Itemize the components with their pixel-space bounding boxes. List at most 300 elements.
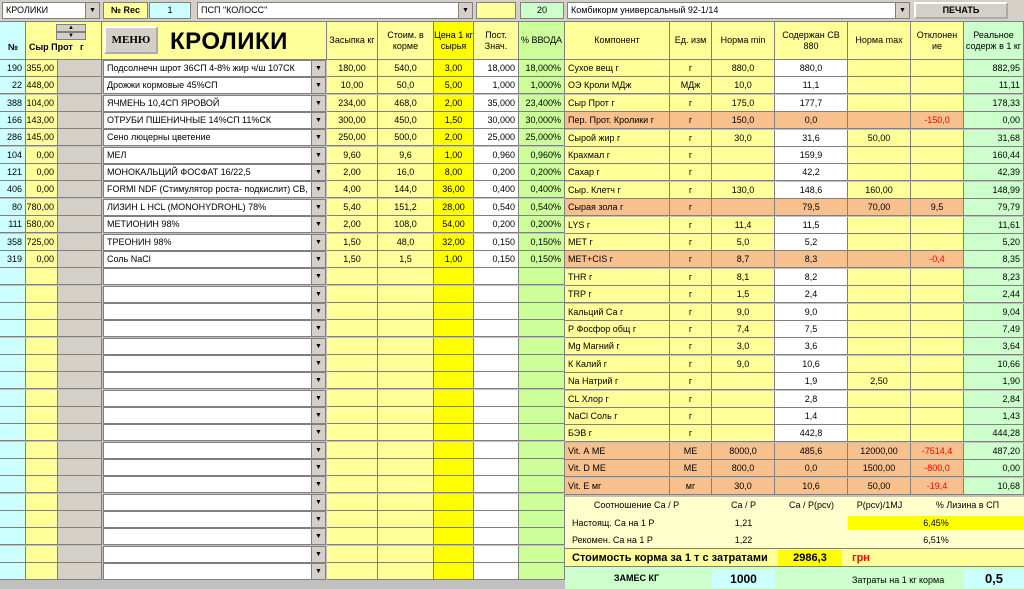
- ingredient-no[interactable]: 319: [0, 251, 26, 268]
- ingredient-stoim: [378, 372, 434, 389]
- ingredient-zasypka[interactable]: 1,50: [327, 234, 378, 251]
- ingredient-select[interactable]: [103, 563, 326, 580]
- nutrient-min[interactable]: 30,0: [712, 478, 775, 495]
- ingredient-price[interactable]: [434, 511, 474, 528]
- ingredient-zasypka[interactable]: [327, 372, 378, 389]
- ingredient-pct: 0,200%: [519, 216, 565, 233]
- nutrient-min[interactable]: 11,4: [712, 217, 775, 234]
- nutrient-name: МЕТ+CIS г: [565, 251, 670, 268]
- ingredient-name: МОНОКАЛЬЦИЙ ФОСФАТ 16/22,5: [107, 167, 251, 177]
- nutrient-name: CL Хлор г: [565, 391, 670, 408]
- ingredient-price[interactable]: [434, 528, 474, 545]
- ingredient-name: МЕТИОНИН 98%: [107, 219, 180, 229]
- nutrient-min[interactable]: 150,0: [712, 112, 775, 129]
- ingredient-select[interactable]: [103, 164, 326, 181]
- ingredient-post[interactable]: [474, 424, 519, 441]
- nutrient-unit: г: [670, 356, 712, 373]
- recipe-select[interactable]: Комбикорм универсальный 92-1/14 ▼: [567, 2, 910, 19]
- ingredient-no[interactable]: 388: [0, 95, 26, 112]
- ingredient-post[interactable]: [474, 372, 519, 389]
- nutrient-max[interactable]: 160,00: [848, 182, 911, 199]
- ingredient-select[interactable]: [103, 286, 326, 303]
- chevron-down-icon: ▼: [311, 113, 325, 128]
- nutrient-min[interactable]: [712, 164, 775, 181]
- nutrient-real: 79,79: [964, 199, 1024, 216]
- ingredient-post[interactable]: [474, 390, 519, 407]
- ingredient-syr-prot: [26, 511, 58, 528]
- nutrient-unit: г: [670, 269, 712, 286]
- nutrient-min[interactable]: 8,1: [712, 269, 775, 286]
- nutrient-unit: г: [670, 112, 712, 129]
- ingredient-price[interactable]: [434, 320, 474, 337]
- ingredient-price[interactable]: 28,00: [434, 199, 474, 216]
- nutrient-min[interactable]: 30,0: [712, 130, 775, 147]
- chevron-down-icon: ▼: [311, 408, 325, 423]
- nutrient-otkl: -7514,4: [911, 443, 964, 460]
- nutrient-max[interactable]: 50,00: [848, 130, 911, 147]
- ingredient-no[interactable]: [0, 390, 26, 407]
- nutrient-max[interactable]: [848, 95, 911, 112]
- ingredient-price[interactable]: [434, 563, 474, 580]
- ingredient-post[interactable]: 0,150: [474, 234, 519, 251]
- ingredient-no[interactable]: 286: [0, 129, 26, 146]
- ratio-actual-label: Настоящ. Са на 1 Р: [572, 518, 655, 528]
- ingredient-select[interactable]: [103, 320, 326, 337]
- ingredient-post[interactable]: [474, 459, 519, 476]
- ingredient-stoim: [378, 355, 434, 372]
- ingredient-select[interactable]: [103, 372, 326, 389]
- ingredient-stoim: 16,0: [378, 164, 434, 181]
- nutrient-max[interactable]: [848, 425, 911, 442]
- nutrient-min[interactable]: [712, 147, 775, 164]
- ingredient-syr-prot: 143,00: [26, 112, 58, 129]
- ingredient-zasypka[interactable]: [327, 511, 378, 528]
- ingredient-pct: [519, 424, 565, 441]
- ingredient-zasypka[interactable]: [327, 407, 378, 424]
- ingredient-price[interactable]: 36,00: [434, 181, 474, 198]
- ingredient-no[interactable]: [0, 546, 26, 563]
- chevron-down-icon: ▼: [311, 564, 325, 579]
- ingredient-zasypka[interactable]: 2,00: [327, 216, 378, 233]
- nutrient-otkl: [911, 338, 964, 355]
- ingredient-price[interactable]: [434, 372, 474, 389]
- ingredient-stoim: [378, 546, 434, 563]
- ingredient-post[interactable]: 1,000: [474, 77, 519, 94]
- ingredient-price[interactable]: [434, 494, 474, 511]
- nutrient-otkl: [911, 77, 964, 94]
- nutrient-min[interactable]: 130,0: [712, 182, 775, 199]
- ingredient-select[interactable]: [103, 95, 326, 112]
- ingredient-price[interactable]: 1,00: [434, 147, 474, 164]
- ingredient-post[interactable]: [474, 476, 519, 493]
- ingredient-select[interactable]: [103, 407, 326, 424]
- nutrient-name: Сухое вещ г: [565, 60, 670, 77]
- nutrient-max[interactable]: 1500,00: [848, 460, 911, 477]
- ingredient-no[interactable]: [0, 494, 26, 511]
- ingredient-price[interactable]: 3,00: [434, 60, 474, 77]
- ingredient-price[interactable]: [434, 286, 474, 303]
- nutrient-max[interactable]: 70,00: [848, 199, 911, 216]
- ingredient-zasypka[interactable]: [327, 528, 378, 545]
- nutrient-min[interactable]: [712, 199, 775, 216]
- ingredient-zasypka[interactable]: 1,50: [327, 251, 378, 268]
- ingredient-post[interactable]: [474, 528, 519, 545]
- ingredient-select[interactable]: [103, 546, 326, 563]
- nutrient-min[interactable]: 10,0: [712, 77, 775, 94]
- nutrient-real: 31,68: [964, 130, 1024, 147]
- ingredient-post[interactable]: 0,200: [474, 164, 519, 181]
- ingredient-select[interactable]: [103, 251, 326, 268]
- ingredient-post[interactable]: [474, 268, 519, 285]
- ingredient-stoim: 1,5: [378, 251, 434, 268]
- ingredient-price[interactable]: 5,00: [434, 77, 474, 94]
- ingredient-price[interactable]: 1,00: [434, 251, 474, 268]
- ingredient-zasypka[interactable]: [327, 563, 378, 580]
- nutrient-max[interactable]: 50,00: [848, 478, 911, 495]
- nutrient-max[interactable]: [848, 77, 911, 94]
- ingredient-no[interactable]: 406: [0, 181, 26, 198]
- ingredient-zasypka[interactable]: [327, 286, 378, 303]
- chevron-down-icon: ▼: [311, 182, 325, 197]
- ingredient-no[interactable]: 190: [0, 60, 26, 77]
- ingredient-spacer: [58, 251, 102, 268]
- sort-up-button[interactable]: ▲: [56, 24, 86, 32]
- ingredient-select[interactable]: [103, 147, 326, 164]
- ingredient-no[interactable]: [0, 424, 26, 441]
- ingredient-select[interactable]: [103, 459, 326, 476]
- ingredient-select[interactable]: [103, 216, 326, 233]
- ingredient-pct: [519, 407, 565, 424]
- ingredient-zasypka[interactable]: [327, 424, 378, 441]
- ingredient-syr-prot: 0,00: [26, 181, 58, 198]
- ingredient-zasypka[interactable]: 10,00: [327, 77, 378, 94]
- ingredient-post[interactable]: 25,000: [474, 129, 519, 146]
- ingredient-zasypka[interactable]: [327, 268, 378, 285]
- nutrient-real: 8,23: [964, 269, 1024, 286]
- ingredient-select[interactable]: [103, 390, 326, 407]
- nutrient-otkl: -150,0: [911, 112, 964, 129]
- ingredient-select[interactable]: [103, 129, 326, 146]
- ingredient-post[interactable]: [474, 546, 519, 563]
- ingredient-no[interactable]: 358: [0, 234, 26, 251]
- company-select[interactable]: ПСП "КОЛОСС" ▼: [197, 2, 473, 19]
- ingredient-price[interactable]: [434, 338, 474, 355]
- ingredient-no[interactable]: [0, 355, 26, 372]
- ingredient-syr-prot: [26, 407, 58, 424]
- ingredient-syr-prot: 780,00: [26, 199, 58, 216]
- nutrient-min[interactable]: [712, 425, 775, 442]
- nutrient-max[interactable]: [848, 391, 911, 408]
- ingredient-no[interactable]: [0, 528, 26, 545]
- ingredient-syr-prot: 355,00: [26, 60, 58, 77]
- nutrient-max[interactable]: [848, 356, 911, 373]
- ingredient-select[interactable]: [103, 424, 326, 441]
- ingredient-select[interactable]: [103, 181, 326, 198]
- nutrient-otkl: [911, 60, 964, 77]
- ingredient-no[interactable]: [0, 268, 26, 285]
- ingredient-price[interactable]: 54,00: [434, 216, 474, 233]
- ingredient-no[interactable]: [0, 338, 26, 355]
- ingredient-zasypka[interactable]: 300,00: [327, 112, 378, 129]
- ingredient-no[interactable]: [0, 511, 26, 528]
- nutrient-max[interactable]: [848, 338, 911, 355]
- nutrient-soderzh: 880,0: [775, 60, 848, 77]
- ingredient-zasypka[interactable]: [327, 303, 378, 320]
- ingredient-zasypka[interactable]: [327, 459, 378, 476]
- chevron-down-icon: ▼: [311, 547, 325, 562]
- ingredient-syr-prot: [26, 546, 58, 563]
- ingredient-price[interactable]: [434, 442, 474, 459]
- ingredient-zasypka[interactable]: 234,00: [327, 95, 378, 112]
- ingredient-post[interactable]: 0,200: [474, 216, 519, 233]
- ingredient-select[interactable]: [103, 112, 326, 129]
- ingredient-stoim: [378, 563, 434, 580]
- sort-down-button[interactable]: ▼: [56, 32, 86, 40]
- ingredient-post[interactable]: [474, 511, 519, 528]
- nutrient-min[interactable]: 1,5: [712, 286, 775, 303]
- nutrient-soderzh: 5,2: [775, 234, 848, 251]
- nutrient-otkl: [911, 356, 964, 373]
- nutrient-real: 444,28: [964, 425, 1024, 442]
- ingredient-price[interactable]: 1,50: [434, 112, 474, 129]
- ingredient-post[interactable]: [474, 407, 519, 424]
- ingredient-select[interactable]: [103, 234, 326, 251]
- nutrient-real: 487,20: [964, 443, 1024, 460]
- ingredient-price[interactable]: [434, 476, 474, 493]
- ingredient-stoim: [378, 442, 434, 459]
- ingredient-spacer: [58, 95, 102, 112]
- ingredient-post[interactable]: [474, 442, 519, 459]
- ingredient-post[interactable]: 0,540: [474, 199, 519, 216]
- ingredient-syr-prot: [26, 286, 58, 303]
- ingredient-zasypka[interactable]: 5,40: [327, 199, 378, 216]
- chevron-down-icon: ▼: [311, 373, 325, 388]
- nutrient-name: Крахмал г: [565, 147, 670, 164]
- ingredient-select[interactable]: [103, 268, 326, 285]
- ingredient-zasypka[interactable]: 9,60: [327, 147, 378, 164]
- ingredient-no[interactable]: 111: [0, 216, 26, 233]
- nutrient-max[interactable]: [848, 286, 911, 303]
- chevron-down-icon: ▼: [311, 148, 325, 163]
- ingredient-select[interactable]: [103, 60, 326, 77]
- ingredient-zasypka[interactable]: 2,00: [327, 164, 378, 181]
- nutrient-otkl: [911, 304, 964, 321]
- ingredient-price[interactable]: [434, 459, 474, 476]
- nutrient-max[interactable]: [848, 147, 911, 164]
- nutrient-soderzh: 8,3: [775, 251, 848, 268]
- nutrient-unit: г: [670, 95, 712, 112]
- ingredient-post[interactable]: 0,960: [474, 147, 519, 164]
- print-button[interactable]: ПЕЧАТЬ: [914, 2, 1008, 19]
- nutrient-max[interactable]: [848, 251, 911, 268]
- unit-header: Ед. изм: [670, 22, 712, 60]
- ingredient-zasypka[interactable]: 180,00: [327, 60, 378, 77]
- ingredient-price[interactable]: 2,00: [434, 129, 474, 146]
- ingredient-no[interactable]: [0, 442, 26, 459]
- ingredient-select[interactable]: [103, 303, 326, 320]
- ingredient-select[interactable]: [103, 77, 326, 94]
- nutrient-min[interactable]: 175,0: [712, 95, 775, 112]
- ingredient-no[interactable]: 166: [0, 112, 26, 129]
- nutrient-max[interactable]: [848, 217, 911, 234]
- ingredient-stoim: 151,2: [378, 199, 434, 216]
- ingredient-zasypka[interactable]: [327, 546, 378, 563]
- nutrient-min[interactable]: 7,4: [712, 321, 775, 338]
- nutrient-min[interactable]: [712, 408, 775, 425]
- chevron-down-icon: ▼: [311, 61, 325, 76]
- ingredient-price[interactable]: 2,00: [434, 95, 474, 112]
- ingredient-price[interactable]: [434, 546, 474, 563]
- ingredient-zasypka[interactable]: [327, 442, 378, 459]
- ingredient-spacer: [58, 216, 102, 233]
- nutrient-min[interactable]: [712, 391, 775, 408]
- ingredient-no[interactable]: [0, 476, 26, 493]
- nutrient-max[interactable]: 2,50: [848, 373, 911, 390]
- ingredient-syr-prot: 0,00: [26, 164, 58, 181]
- cost-label: Стоимость корма за 1 т с затратами: [572, 552, 768, 564]
- ingredient-zasypka[interactable]: [327, 494, 378, 511]
- ingredient-price[interactable]: [434, 407, 474, 424]
- ingredient-zasypka[interactable]: [327, 338, 378, 355]
- ingredient-no[interactable]: [0, 563, 26, 580]
- chevron-down-icon: ▼: [311, 96, 325, 111]
- ingredient-pct: 0,150%: [519, 251, 565, 268]
- ingredient-price[interactable]: 8,00: [434, 164, 474, 181]
- nutrient-max[interactable]: [848, 164, 911, 181]
- nutrient-min[interactable]: 5,0: [712, 234, 775, 251]
- nutrient-soderzh: 31,6: [775, 130, 848, 147]
- nutrient-otkl: -800,0: [911, 460, 964, 477]
- ingredient-post[interactable]: 0,150: [474, 251, 519, 268]
- ingredient-spacer: [58, 268, 102, 285]
- nutrient-min[interactable]: 3,0: [712, 338, 775, 355]
- min-header: Норма min: [712, 22, 775, 60]
- ingredient-pct: 1,000%: [519, 77, 565, 94]
- ingredient-post[interactable]: [474, 355, 519, 372]
- ingredient-zasypka[interactable]: 250,00: [327, 129, 378, 146]
- nutrient-soderzh: 79,5: [775, 199, 848, 216]
- ingredient-post[interactable]: [474, 286, 519, 303]
- ingredient-zasypka[interactable]: [327, 476, 378, 493]
- zames-value[interactable]: 1000: [712, 570, 775, 588]
- ingredient-post[interactable]: [474, 338, 519, 355]
- nutrient-min[interactable]: 800,0: [712, 460, 775, 477]
- ingredient-price[interactable]: [434, 424, 474, 441]
- ingredient-select[interactable]: [103, 199, 326, 216]
- ingredient-zasypka[interactable]: 4,00: [327, 181, 378, 198]
- ingredient-stoim: [378, 511, 434, 528]
- nutrient-max[interactable]: [848, 112, 911, 129]
- nutrient-min[interactable]: 9,0: [712, 304, 775, 321]
- ingredient-zasypka[interactable]: [327, 355, 378, 372]
- nutrient-max[interactable]: [848, 321, 911, 338]
- nutrient-min[interactable]: 8,7: [712, 251, 775, 268]
- ingredient-post[interactable]: 18,000: [474, 60, 519, 77]
- ingredient-price[interactable]: [434, 390, 474, 407]
- nutrient-min[interactable]: 880,0: [712, 60, 775, 77]
- ingredient-price[interactable]: [434, 268, 474, 285]
- nutrient-max[interactable]: 12000,00: [848, 443, 911, 460]
- ingredient-post[interactable]: [474, 303, 519, 320]
- ingredient-post[interactable]: [474, 320, 519, 337]
- ingredient-select[interactable]: [103, 355, 326, 372]
- ingredient-no[interactable]: [0, 320, 26, 337]
- ingredient-select[interactable]: [103, 442, 326, 459]
- ingredient-name: ЛИЗИН L HCL (MONOHYDROHL) 78%: [107, 202, 267, 212]
- nutrient-unit: г: [670, 60, 712, 77]
- ingredient-post[interactable]: 30,000: [474, 112, 519, 129]
- ingredient-no[interactable]: [0, 372, 26, 389]
- nutrient-min[interactable]: [712, 373, 775, 390]
- nutrient-max[interactable]: [848, 304, 911, 321]
- ingredient-zasypka[interactable]: [327, 320, 378, 337]
- menu-button[interactable]: МЕНЮ: [104, 26, 158, 54]
- nutrient-soderzh: 1,9: [775, 373, 848, 390]
- ingredient-price[interactable]: [434, 355, 474, 372]
- nutrient-min[interactable]: 8000,0: [712, 443, 775, 460]
- nutrient-max[interactable]: [848, 60, 911, 77]
- nutrient-name: ОЭ Кроли МДж: [565, 77, 670, 94]
- ingredient-post[interactable]: 0,400: [474, 181, 519, 198]
- chevron-down-icon: ▼: [311, 443, 325, 458]
- ingredient-spacer: [58, 60, 102, 77]
- nutrient-otkl: [911, 391, 964, 408]
- ingredient-price[interactable]: [434, 303, 474, 320]
- nutrient-max[interactable]: [848, 408, 911, 425]
- zames-label: ЗАМЕС КГ: [613, 573, 660, 583]
- ingredient-no[interactable]: [0, 407, 26, 424]
- ingredient-post[interactable]: [474, 563, 519, 580]
- ingredient-no[interactable]: [0, 459, 26, 476]
- ratio-actual-lys: 6,45%: [848, 516, 1024, 530]
- nutrient-otkl: [911, 286, 964, 303]
- ingredient-no[interactable]: 22: [0, 77, 26, 94]
- ingredient-zasypka[interactable]: [327, 390, 378, 407]
- nutrient-soderzh: 9,0: [775, 304, 848, 321]
- nutrient-real: 8,35: [964, 251, 1024, 268]
- nutrient-otkl: [911, 425, 964, 442]
- nutrient-max[interactable]: [848, 269, 911, 286]
- ingredient-select[interactable]: [103, 338, 326, 355]
- ingredient-select[interactable]: [103, 528, 326, 545]
- ingredient-no[interactable]: [0, 303, 26, 320]
- nutrient-unit: г: [670, 182, 712, 199]
- nutrient-otkl: [911, 182, 964, 199]
- ingredient-no[interactable]: 121: [0, 164, 26, 181]
- nutrient-min[interactable]: 9,0: [712, 356, 775, 373]
- nutrient-otkl: [911, 269, 964, 286]
- ingredient-no[interactable]: [0, 286, 26, 303]
- pct-header: % ВВОДА: [519, 22, 565, 60]
- ingredient-name: Дрожжи кормовые 45%СП: [107, 80, 218, 90]
- ingredient-post[interactable]: 35,000: [474, 95, 519, 112]
- chevron-down-icon: ▼: [311, 217, 325, 232]
- rec-number[interactable]: 1: [149, 2, 191, 19]
- ingredient-select[interactable]: [103, 511, 326, 528]
- ingredient-pct: [519, 286, 565, 303]
- ingredient-no[interactable]: 104: [0, 147, 26, 164]
- nutrient-unit: г: [670, 234, 712, 251]
- ingredient-price[interactable]: 32,00: [434, 234, 474, 251]
- ingredient-pct: 0,400%: [519, 181, 565, 198]
- chevron-down-icon: ▼: [311, 235, 325, 250]
- ingredient-select[interactable]: [103, 476, 326, 493]
- ingredient-select[interactable]: [103, 494, 326, 511]
- animal-select[interactable]: КРОЛИКИ ▼: [2, 2, 100, 19]
- ingredient-post[interactable]: [474, 494, 519, 511]
- nutrient-max[interactable]: [848, 234, 911, 251]
- ingredient-no[interactable]: 80: [0, 199, 26, 216]
